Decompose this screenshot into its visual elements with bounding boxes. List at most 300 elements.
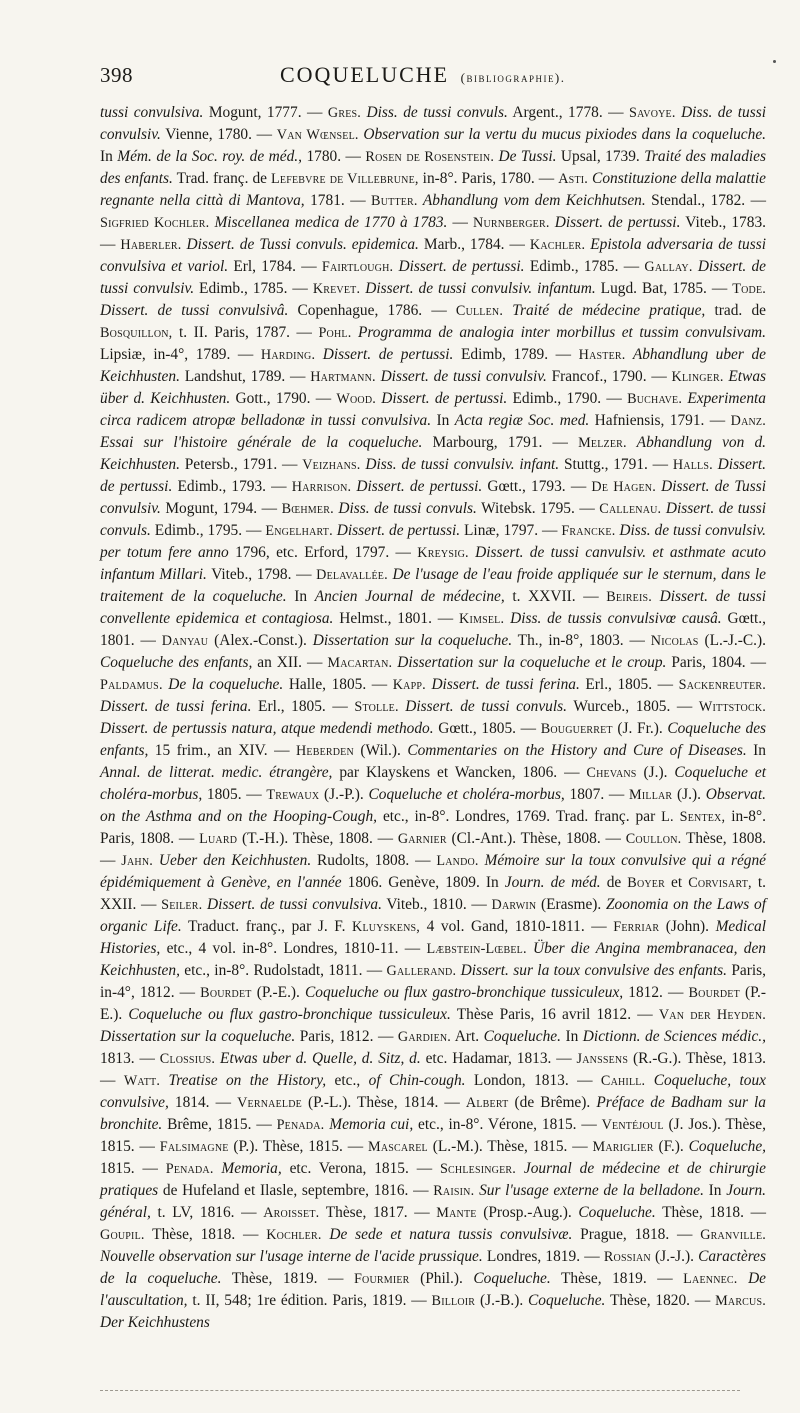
italic-title: Dissertation sur la coqueluche et le croup. bbox=[392, 654, 667, 671]
plain-text: 15 frim., an XIV. — bbox=[148, 742, 296, 759]
italic-title: Annal. de litterat. medic. étrangère, bbox=[100, 764, 333, 781]
italic-title: Coqueluche, toux convulsive, bbox=[100, 1072, 766, 1111]
running-title: COQUELUCHE bbox=[280, 62, 450, 87]
italic-title: Dissert. de pertussi. bbox=[100, 456, 766, 495]
plain-text: Thèse, 1817. — bbox=[319, 1204, 437, 1221]
author-name: Laennec. bbox=[683, 1271, 738, 1287]
italic-title: Dissert. de Tussi convulsiv. bbox=[100, 478, 766, 517]
author-name: Luard bbox=[199, 831, 238, 847]
author-name: Janssens bbox=[576, 1051, 629, 1067]
italic-title: Préface de Badham sur la bronchite. bbox=[100, 1094, 767, 1133]
author-name: Hartmann. bbox=[310, 369, 376, 385]
author-name: Halls. bbox=[672, 457, 713, 473]
italic-title: Nouvelle observation sur l'usage interne de l'acide prussique. bbox=[100, 1248, 483, 1265]
plain-text: (J. Fr.). bbox=[612, 720, 668, 737]
author-name: Goupil. bbox=[100, 1227, 145, 1243]
italic-title: Coqueluche. bbox=[473, 1270, 551, 1287]
plain-text: t. II, 548; 1re édition. Paris, 1819. — bbox=[187, 1292, 432, 1309]
author-name: Fairtlough. bbox=[321, 259, 394, 275]
italic-title: Mém. de la Soc. roy. de méd., bbox=[117, 148, 303, 165]
plain-text: Thèse, 1818. — bbox=[655, 1204, 766, 1221]
running-head bbox=[280, 62, 566, 88]
plain-text: Thèse, 1819. — bbox=[221, 1270, 354, 1287]
author-name: Mante bbox=[436, 1205, 477, 1221]
italic-title: Commentaries on the History and Cure of Diseases. bbox=[407, 742, 747, 759]
italic-title: Acta regiæ Soc. med. bbox=[454, 412, 590, 429]
italic-title: Diss. de tussi convulsiv. per totum fere anno bbox=[100, 522, 766, 561]
plain-text: etc., bbox=[326, 1072, 369, 1089]
italic-title: De l'usage de l'eau froide appliquée sur le sternum, dans le traitement de la coqueluche. bbox=[100, 566, 766, 605]
plain-text: (J.-P.). bbox=[319, 786, 369, 803]
plain-text: 1807. — bbox=[564, 786, 630, 803]
italic-title: Dissert. sur la toux convulsive des enfants. bbox=[456, 962, 727, 979]
plain-text: In bbox=[703, 1182, 727, 1199]
plain-text: Marbourg, 1791. — bbox=[422, 434, 579, 451]
plain-text: Argent., 1778. — bbox=[507, 104, 630, 121]
plain-text: Marb., 1784. — bbox=[418, 236, 530, 253]
plain-text: de bbox=[600, 874, 628, 891]
plain-text: (J. Jos.). Thèse, 1815. — bbox=[100, 1116, 766, 1155]
author-name: Van Wœnsel. bbox=[276, 127, 359, 143]
author-name: Garnier bbox=[397, 831, 447, 847]
italic-title: Dissert. de pertussi. bbox=[351, 478, 483, 495]
plain-text: Edimb., 1785. — bbox=[194, 280, 313, 297]
author-name: Aroisset. bbox=[263, 1205, 320, 1221]
author-name: Danz. bbox=[730, 413, 766, 429]
author-name: Kreysig. bbox=[417, 545, 469, 561]
plain-text: Paris, in-4°, 1812. — bbox=[100, 962, 766, 1001]
italic-title: Dissertation sur la coqueluche. bbox=[100, 1028, 296, 1045]
plain-text: (T.-H.). Thèse, 1808. — bbox=[237, 830, 398, 847]
author-name: Billoir bbox=[431, 1293, 476, 1309]
plain-text: Art. bbox=[451, 1028, 484, 1045]
author-name: Boyer bbox=[627, 875, 665, 891]
running-subtitle: (bibliographie). bbox=[460, 70, 566, 85]
plain-text: Petersb., 1791. — bbox=[179, 456, 303, 473]
plain-text: — bbox=[447, 214, 474, 231]
plain-text: Edimb, 1789. — bbox=[453, 346, 579, 363]
plain-text: (R.-G.). Thèse, 1813. — bbox=[100, 1050, 766, 1089]
author-name: Kimsel. bbox=[459, 611, 505, 627]
plain-text: Traduct. franç., par J. F. bbox=[181, 918, 353, 935]
italic-title: Epistola adversaria de tussi convulsiva et variol. bbox=[100, 236, 766, 275]
author-name: Harrison. bbox=[291, 479, 352, 495]
italic-title: Der Keichhustens bbox=[100, 1314, 210, 1331]
plain-text: etc. Hadamar, 1813. — bbox=[420, 1050, 577, 1067]
author-name: Macartan. bbox=[327, 655, 393, 671]
plain-text: Erl., 1805. — bbox=[251, 698, 355, 715]
author-name: Gardien. bbox=[397, 1029, 452, 1045]
italic-title: Ueber den Keichhusten. bbox=[152, 852, 312, 869]
italic-title: Coqueluche. bbox=[528, 1292, 606, 1309]
plain-text: Viteb., 1783. — bbox=[100, 214, 766, 253]
author-name: Bœhmer. bbox=[281, 501, 334, 517]
plain-text: an XII. — bbox=[252, 654, 328, 671]
plain-text: Hafniensis, 1791. — bbox=[589, 412, 731, 429]
plain-text: Edimb., 1795. — bbox=[150, 522, 266, 539]
author-name: Haster. bbox=[578, 347, 626, 363]
author-name: Mariglier bbox=[592, 1139, 654, 1155]
footer-rule bbox=[100, 1390, 740, 1391]
author-name: Millar bbox=[629, 787, 673, 803]
page-number: 398 bbox=[100, 63, 133, 87]
plain-text: (Cl.-Ant.). Thèse, 1808. — bbox=[446, 830, 626, 847]
author-name: Callenau. bbox=[599, 501, 662, 517]
plain-text: (P.-L.). Thèse, 1814. — bbox=[301, 1094, 466, 1111]
author-name: Klinger. bbox=[671, 369, 724, 385]
plain-text: in-8°. Paris, 1780. — bbox=[418, 170, 559, 187]
author-name: Stolle. bbox=[354, 699, 399, 715]
author-name: Jahn. bbox=[121, 853, 153, 869]
plain-text: etc., in-8°. Rudolstadt, 1811. — bbox=[179, 962, 387, 979]
plain-text: Witebsk. 1795. — bbox=[476, 500, 600, 517]
author-name: Gallerand. bbox=[386, 963, 457, 979]
italic-title: Dissert. de pertussi. bbox=[315, 346, 454, 363]
italic-title: Dissert. de tussi ferina. bbox=[100, 698, 252, 715]
plain-text: (Alex.-Const.). bbox=[208, 632, 313, 649]
plain-text: 1814. — bbox=[168, 1094, 238, 1111]
author-name: Coullon. bbox=[625, 831, 682, 847]
plain-text: t. XXVII. — bbox=[504, 588, 607, 605]
plain-text: Copenhague, 1786. — bbox=[288, 302, 456, 319]
author-name: Kochler. bbox=[266, 1227, 322, 1243]
plain-text: (L.-J.-C.). bbox=[698, 632, 766, 649]
author-name: Beireis. bbox=[606, 589, 652, 605]
author-name: Wood. bbox=[336, 391, 376, 407]
plain-text: Stendal., 1782. — bbox=[645, 192, 766, 209]
italic-title: Traité de médecine pratique, bbox=[503, 302, 706, 319]
plain-text: Francof., 1790. — bbox=[546, 368, 672, 385]
italic-title: Über die Angina membranacea, den Keichhusten, bbox=[100, 940, 766, 979]
italic-title: Diss. de tussi convuls. bbox=[333, 500, 477, 517]
italic-title: Dissert. de tussi convulsiv. bbox=[100, 258, 766, 297]
italic-title: Etwas uber d. Quelle, d. Sitz, d. bbox=[215, 1050, 421, 1067]
plain-text: Vienne, 1780. — bbox=[160, 126, 277, 143]
plain-text: Wurceb., 1805. — bbox=[567, 698, 699, 715]
plain-text: etc., in-8°. Vérone, 1815. — bbox=[413, 1116, 602, 1133]
plain-text: Londres, 1819. — bbox=[482, 1248, 604, 1265]
author-name: Vernaelde bbox=[237, 1095, 302, 1111]
italic-title: Abhandlung uber de Keichhusten. bbox=[100, 346, 766, 385]
author-name: Krevet. bbox=[312, 281, 361, 297]
plain-text: (Erasme). bbox=[536, 896, 606, 913]
italic-title: Sur l'usage externe de la belladone. bbox=[474, 1182, 704, 1199]
plain-text: (Prosp.-Aug.). bbox=[476, 1204, 579, 1221]
author-name: Melzer. bbox=[578, 435, 627, 451]
plain-text: 4 vol. Gand, 1810-1811. — bbox=[420, 918, 614, 935]
author-name: Haberler. bbox=[120, 237, 182, 253]
italic-title: Caractères de la coqueluche. bbox=[100, 1248, 766, 1287]
author-name: Veizhans. bbox=[302, 457, 361, 473]
plain-text: (Wil.). bbox=[353, 742, 408, 759]
author-name: Francke. bbox=[561, 523, 616, 539]
author-name: Albert bbox=[465, 1095, 509, 1111]
author-name: Kachler. bbox=[529, 237, 586, 253]
author-name: Penada. bbox=[276, 1117, 325, 1133]
italic-title: De Tussi. bbox=[494, 148, 557, 165]
plain-text: In bbox=[286, 588, 315, 605]
plain-text: t. XXII. — bbox=[100, 874, 766, 913]
italic-title: Abhandlung vom dem Keichhutsen. bbox=[417, 192, 646, 209]
italic-title: Dissert. de pertussi. bbox=[549, 214, 681, 231]
plain-text: (Phil.). bbox=[409, 1270, 474, 1287]
italic-title: of Chin-cough. bbox=[368, 1072, 466, 1089]
italic-title: Dissert. de tussi convuls. bbox=[398, 698, 567, 715]
bibliography-paragraph bbox=[100, 102, 766, 1333]
plain-text: t. II. Paris, 1787. — bbox=[172, 324, 319, 341]
plain-text: Viteb., 1798. — bbox=[206, 566, 317, 583]
italic-title: Experimenta circa radicem atropæ belladonæ in tussi convulsiva. bbox=[100, 390, 766, 429]
plain-text: par Klayskens et Wancken, 1806. — bbox=[332, 764, 587, 781]
plain-text: in-8°. Paris, 1808. — bbox=[100, 808, 766, 847]
author-name: Nicolas bbox=[650, 633, 699, 649]
italic-title: De la coqueluche. bbox=[162, 676, 284, 693]
plain-text: Erl., 1805. — bbox=[579, 676, 679, 693]
italic-title: Dissert. de pertussis natura, atque medendi methodo. bbox=[100, 720, 434, 737]
plain-text: (J.-B.). bbox=[475, 1292, 529, 1309]
plain-text: (J.). bbox=[636, 764, 675, 781]
plain-text: Trad. franç. de bbox=[172, 170, 272, 187]
plain-text: Lipsiæ, in-4°, 1789. — bbox=[100, 346, 261, 363]
author-name: Rossian bbox=[603, 1249, 651, 1265]
author-name: Læbstein-Lœbel. bbox=[426, 941, 527, 957]
italic-title: Memoria, bbox=[213, 1160, 282, 1177]
italic-title: Coqueluche et choléra-morbus, bbox=[368, 786, 565, 803]
plain-text: (P.). Thèse, 1815. — bbox=[228, 1138, 369, 1155]
author-name: Van der Heyden. bbox=[658, 1007, 766, 1023]
italic-title: Dissert. de pertussi. bbox=[376, 390, 508, 407]
italic-title: Diss. de tussi convulsiv. infant. bbox=[360, 456, 560, 473]
italic-title: Constituzione della malattie regnante nella città di Mantova, bbox=[100, 170, 766, 209]
author-name: Bouguerret bbox=[540, 721, 613, 737]
italic-title: Dissert. de tussi convulsiv. bbox=[375, 368, 547, 385]
author-name: Sackenreuter. bbox=[678, 677, 766, 693]
author-name: Nurnberger. bbox=[473, 215, 550, 231]
italic-title: Coqueluche. bbox=[483, 1028, 561, 1045]
plain-text: etc., 4 vol. in-8°. Londres, 1810-11. — bbox=[160, 940, 427, 957]
plain-text: Thèse, 1808. — bbox=[100, 830, 766, 869]
italic-title: Coqueluche. bbox=[578, 1204, 656, 1221]
italic-title: Dissert. de tussi convuls. bbox=[100, 500, 767, 539]
author-name: Trewaux bbox=[266, 787, 320, 803]
author-name: Granville. bbox=[700, 1227, 767, 1243]
author-name: Mascarel bbox=[368, 1139, 428, 1155]
plain-text: Edimb., 1793. — bbox=[172, 478, 292, 495]
plain-text: Prague, 1818. — bbox=[572, 1226, 701, 1243]
author-name: Savoye. bbox=[629, 105, 676, 121]
author-name: Bourdet bbox=[688, 985, 740, 1001]
italic-title: Dissert. de tussi convulsivâ. bbox=[100, 302, 289, 319]
author-name: Harding. bbox=[260, 347, 316, 363]
plain-text: (de Brême). bbox=[508, 1094, 597, 1111]
plain-text: Paris, 1804. — bbox=[666, 654, 766, 671]
author-name: Paldamus. bbox=[100, 677, 163, 693]
italic-title: Dictionn. de Sciences médic., bbox=[582, 1028, 766, 1045]
italic-title: Ancien Journal de médecine, bbox=[314, 588, 505, 605]
author-name: Buchave. bbox=[627, 391, 683, 407]
plain-text: et bbox=[664, 874, 689, 891]
italic-title: Dissert. de tussi convellente epidemica et contagiosa. bbox=[100, 588, 766, 627]
italic-title: Journ. de méd. bbox=[504, 874, 601, 891]
plain-text: 1815. — bbox=[100, 1160, 166, 1177]
plain-text: etc., in-8°. Londres, 1769. Trad. franç. par bbox=[376, 808, 662, 825]
plain-text: In bbox=[431, 412, 455, 429]
italic-title: Memoria cui, bbox=[324, 1116, 414, 1133]
plain-text: 1806. Genève, 1809. In bbox=[341, 874, 505, 891]
plain-text: Linæ, 1797. — bbox=[460, 522, 562, 539]
italic-title: De sede et natura tussis convulsivæ. bbox=[321, 1226, 573, 1243]
plain-text: In bbox=[100, 148, 118, 165]
italic-title: Essai sur l'histoire générale de la coqueluche. bbox=[100, 434, 423, 451]
plain-text: In bbox=[560, 1028, 583, 1045]
italic-title: Coqueluche des enfants, bbox=[100, 654, 253, 671]
plain-text: Paris, 1812. — bbox=[295, 1028, 398, 1045]
author-name: Penada. bbox=[165, 1161, 214, 1177]
plain-text: 1812. — bbox=[623, 984, 689, 1001]
italic-title: Dissert. de tussi convulsiva. bbox=[202, 896, 382, 913]
italic-title: Treatise on the History, bbox=[160, 1072, 327, 1089]
italic-title: Diss. de tussis convulsivœ causâ. bbox=[504, 610, 722, 627]
plain-text: Gott., 1790. — bbox=[230, 390, 337, 407]
author-name: Lando. bbox=[436, 853, 479, 869]
italic-title: Journal de médecine et de chirurgie pratiques bbox=[100, 1160, 767, 1199]
plain-text: (J.). bbox=[672, 786, 706, 803]
author-name: Marcus. bbox=[715, 1293, 766, 1309]
italic-title: De l'auscultation, bbox=[100, 1270, 767, 1309]
plain-text: Edimb., 1785. — bbox=[524, 258, 645, 275]
plain-text: (P.-E.). bbox=[100, 984, 766, 1023]
author-name: Bourdet bbox=[200, 985, 252, 1001]
author-name: Raisin. bbox=[433, 1183, 475, 1199]
plain-text: Gœtt., 1801. — bbox=[100, 610, 766, 649]
author-name: Falsimagne bbox=[159, 1139, 229, 1155]
plain-text: 1780. — bbox=[302, 148, 366, 165]
plain-text: Thèse, 1820. — bbox=[605, 1292, 716, 1309]
plain-text: (J.-J.). bbox=[650, 1248, 699, 1265]
plain-text: Gœtt., 1805. — bbox=[433, 720, 541, 737]
italic-title: Coqueluche, bbox=[688, 1138, 766, 1155]
plain-text: (P.-E.). bbox=[251, 984, 306, 1001]
italic-title: tussi convulsiva. bbox=[100, 104, 204, 121]
author-name: Lefebvre de Villebrune, bbox=[271, 171, 419, 187]
italic-title: Medical Histories, bbox=[100, 918, 767, 957]
plain-text: Mogunt, 1794. — bbox=[160, 500, 282, 517]
plain-text: t. LV, 1816. — bbox=[150, 1204, 264, 1221]
plain-text: Viteb., 1810. — bbox=[381, 896, 492, 913]
author-name: Chevans bbox=[586, 765, 637, 781]
author-name: Delavallée. bbox=[316, 567, 388, 583]
italic-title: Mémoire sur la toux convulsive qui a régné épidémiquement à Genève, en l'année bbox=[100, 852, 766, 891]
italic-title: Diss. de tussi convuls. bbox=[361, 104, 508, 121]
italic-title: Zoonomia on the Laws of organic Life. bbox=[100, 896, 766, 935]
plain-text: Stuttg., 1791. — bbox=[559, 456, 673, 473]
italic-title: Etwas über d. Keichhusten. bbox=[100, 368, 767, 407]
plain-text: (L.-M.). Thèse, 1815. — bbox=[427, 1138, 593, 1155]
italic-title: Abhandlung von d. Keichhusten. bbox=[100, 434, 766, 473]
author-name: Sigfried Kochler. bbox=[100, 215, 210, 231]
plain-text: de Hufeland et Ilasle, septembre, 1816. — bbox=[158, 1182, 434, 1199]
plain-text: Erl, 1784. — bbox=[228, 258, 322, 275]
author-name: Rosen de Rosenstein. bbox=[365, 149, 495, 165]
plain-text: Mogunt, 1777. — bbox=[203, 104, 328, 121]
author-name: Darwin bbox=[491, 897, 537, 913]
author-name: Cahill. bbox=[600, 1073, 646, 1089]
plain-text: London, 1813. — bbox=[465, 1072, 601, 1089]
author-name: Engelhart. bbox=[265, 523, 333, 539]
plain-text: 1805. — bbox=[202, 786, 267, 803]
plain-text: Thèse, 1818. — bbox=[144, 1226, 267, 1243]
plain-text: Rudolts, 1808. — bbox=[311, 852, 437, 869]
author-name: Fourmier bbox=[353, 1271, 410, 1287]
italic-title: Coqueluche des enfants, bbox=[100, 720, 767, 759]
italic-title: Coqueluche ou flux gastro-bronchique tussiculeux. bbox=[128, 1006, 451, 1023]
plain-text: In bbox=[746, 742, 766, 759]
italic-title: Programma de analogia inter morbillus et tussim convulsivam. bbox=[351, 324, 766, 341]
plain-text: Upsal, 1739. bbox=[556, 148, 645, 165]
author-name: Kapp. bbox=[392, 677, 426, 693]
author-name: Gallay. bbox=[644, 259, 693, 275]
italic-title: Dissert. de pertussi. bbox=[393, 258, 525, 275]
plain-text: Thèse, 1819. — bbox=[550, 1270, 684, 1287]
author-name: Butter. bbox=[371, 193, 418, 209]
author-name: Gres. bbox=[327, 105, 362, 121]
italic-title: Observat. on the Asthma and on the Hooping-Cough, bbox=[100, 786, 767, 825]
author-name: Ventéjoul bbox=[601, 1117, 664, 1133]
author-name: L. Sentex, bbox=[661, 809, 726, 825]
plain-text: (F.). bbox=[653, 1138, 689, 1155]
plain-text: 1813. — bbox=[100, 1050, 160, 1067]
plain-text: Brême, 1815. — bbox=[162, 1116, 277, 1133]
italic-title: Journ. général, bbox=[100, 1182, 766, 1221]
plain-text: 1796, etc. Erford, 1797. — bbox=[228, 544, 418, 561]
page-speck bbox=[773, 60, 776, 63]
plain-text: Helmst., 1801. — bbox=[333, 610, 460, 627]
italic-title: Coqueluche ou flux gastro-bronchique tussiculeux, bbox=[305, 984, 624, 1001]
author-name: Asti. bbox=[558, 171, 589, 187]
plain-text: 1781. — bbox=[304, 192, 372, 209]
italic-title: Dissert. de tussi canvulsiv. et asthmate acuto infantum Millari. bbox=[100, 544, 766, 583]
italic-title: Observation sur la vertu du mucus pixiodes dans la coqueluche. bbox=[358, 126, 767, 143]
plain-text: Halle, 1805. — bbox=[283, 676, 393, 693]
plain-text: etc. Verona, 1815. — bbox=[281, 1160, 440, 1177]
author-name: Pohl. bbox=[318, 325, 352, 341]
plain-text: (John). bbox=[659, 918, 716, 935]
plain-text: Lugd. Bat, 1785. — bbox=[595, 280, 733, 297]
plain-text: Landshut, 1789. — bbox=[179, 368, 311, 385]
plain-text: trad. de bbox=[705, 302, 766, 319]
author-name: Clossius. bbox=[159, 1051, 216, 1067]
italic-title: Miscellanea medica de 1770 à 1783. bbox=[209, 214, 448, 231]
author-name: Tode. bbox=[732, 281, 767, 297]
plain-text: Thèse Paris, 16 avril 1812. — bbox=[450, 1006, 659, 1023]
author-name: Danyau bbox=[161, 633, 209, 649]
author-name: Bosquillon, bbox=[100, 325, 173, 341]
italic-title: Dissert. de Tussi convuls. epidemica. bbox=[181, 236, 419, 253]
author-name: Seiler. bbox=[161, 897, 203, 913]
plain-text: Th., in-8°, 1803. — bbox=[512, 632, 651, 649]
author-name: Corvisart, bbox=[688, 875, 752, 891]
author-name: Ferriar bbox=[613, 919, 660, 935]
author-name: Wittstock. bbox=[698, 699, 766, 715]
author-name: Cullen. bbox=[455, 303, 504, 319]
author-name: Schlesinger. bbox=[439, 1161, 517, 1177]
author-name: Kluyskens, bbox=[352, 919, 421, 935]
italic-title: Dissert. de pertussi. bbox=[332, 522, 461, 539]
italic-title: Dissert. de tussi ferina. bbox=[425, 676, 580, 693]
plain-text: Edimb., 1790. — bbox=[507, 390, 628, 407]
italic-title: Traité des maladies des enfants. bbox=[100, 148, 766, 187]
italic-title: Dissertation sur la coqueluche. bbox=[312, 632, 513, 649]
